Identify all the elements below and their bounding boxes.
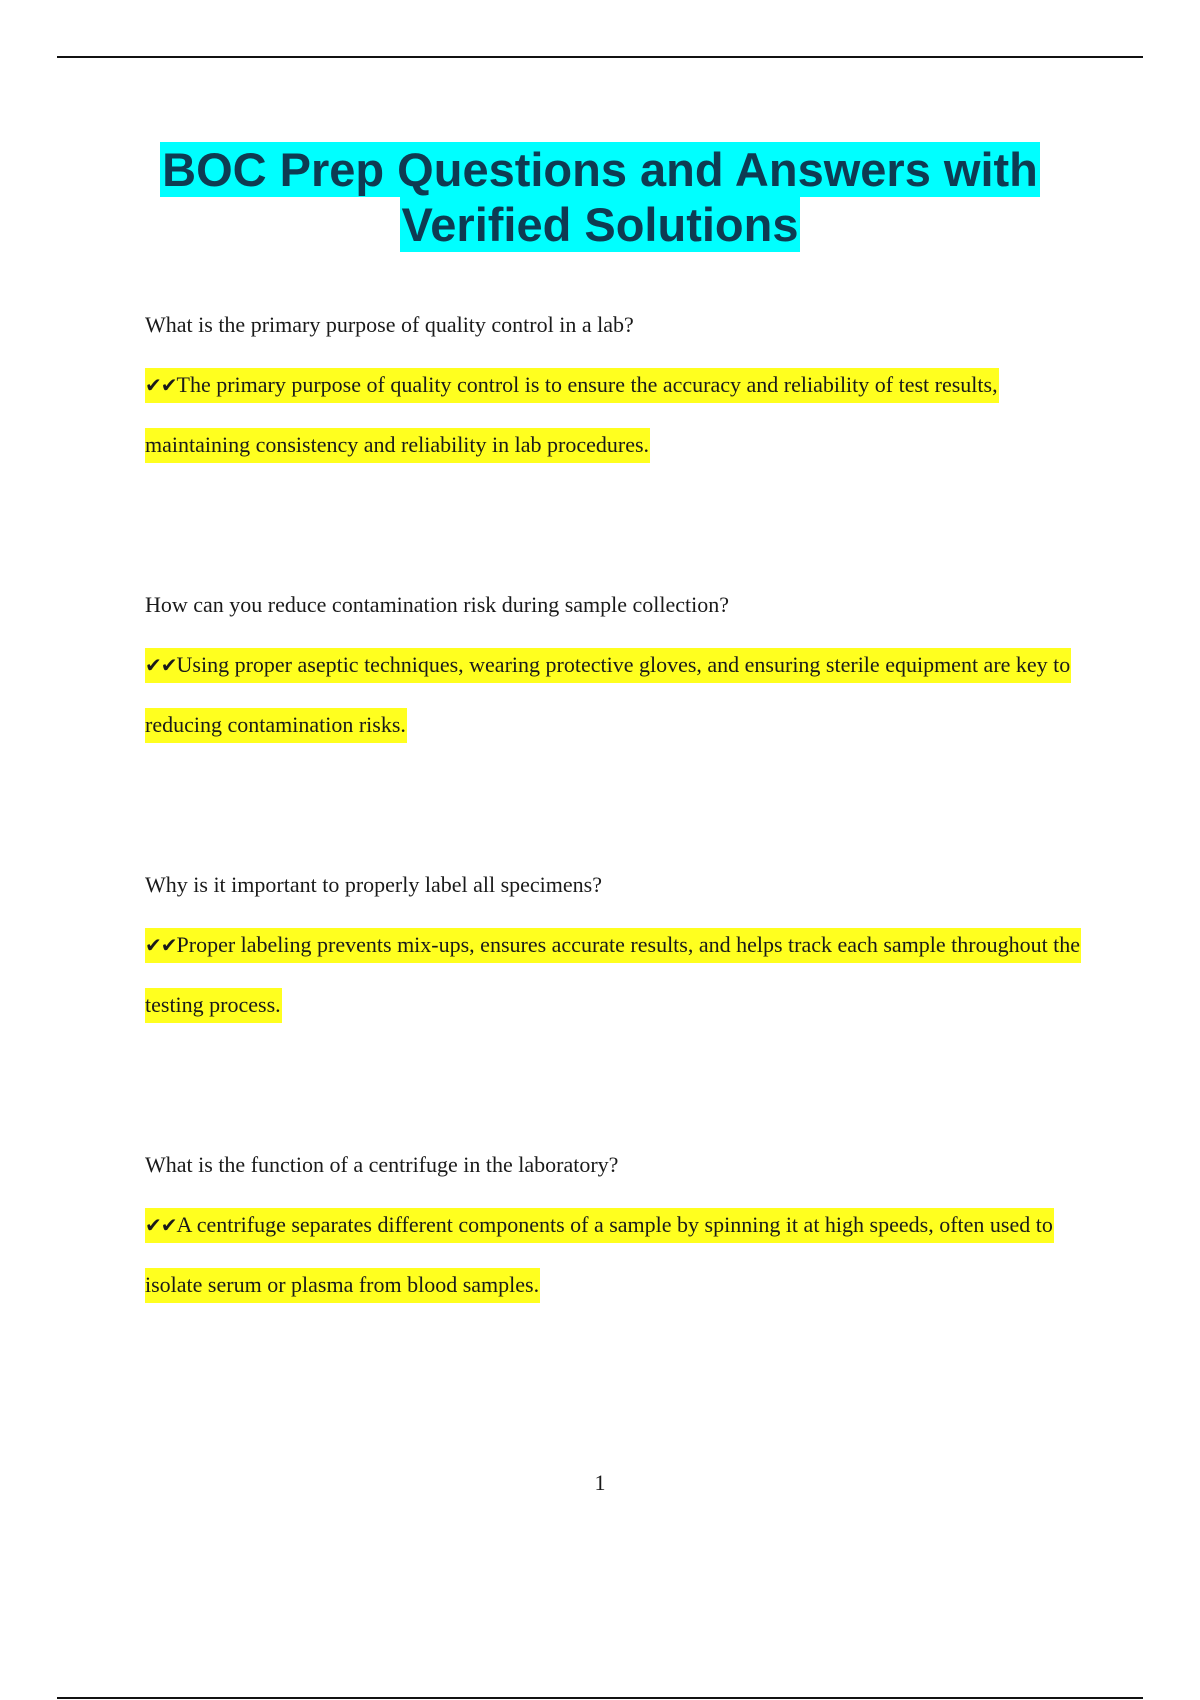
question-text: What is the primary purpose of quality control in a lab?	[145, 312, 634, 337]
footer-rule	[57, 1697, 1143, 1699]
qa-item	[145, 310, 1095, 457]
double-check-icon: ✔✔	[145, 653, 177, 677]
answer-highlight	[145, 368, 999, 463]
qa-item	[145, 1150, 1095, 1297]
header-rule	[57, 56, 1143, 58]
question-text: Why is it important to properly label all specimens?	[145, 872, 602, 897]
question-text: How can you reduce contamination risk during sample collection?	[145, 592, 730, 617]
answer-highlight	[145, 1208, 1054, 1303]
answer-text	[145, 355, 1095, 475]
answer-body: A centrifuge separates different components of a sample by spinning it at high speeds, often used to isolate serum or plasma from blood samples.	[145, 1212, 1053, 1297]
double-check-icon: ✔✔	[145, 373, 177, 397]
answer-body: Using proper aseptic techniques, wearing protective gloves, and ensuring sterile equipment are key to reducing contamination risks.	[145, 652, 1071, 737]
answer-text	[145, 1195, 1095, 1315]
page-number: 1	[594, 1470, 606, 1495]
answer-body: Proper labeling prevents mix-ups, ensures accurate results, and helps track each sample throughout the testing process.	[145, 932, 1081, 1017]
qa-item	[145, 870, 1095, 1017]
title-line-1: BOC Prep Questions and Answers with	[162, 143, 1038, 196]
title-line-2: Verified Solutions	[401, 198, 799, 251]
answer-highlight	[145, 928, 1081, 1023]
answer-highlight	[145, 648, 1071, 743]
question-text: What is the function of a centrifuge in the laboratory?	[145, 1152, 619, 1177]
document-title	[0, 142, 1200, 252]
answer-body: The primary purpose of quality control is to ensure the accuracy and reliability of test results, maintaining consistency and reliability in lab procedures.	[145, 372, 998, 457]
double-check-icon: ✔✔	[145, 1213, 177, 1237]
answer-text	[145, 915, 1095, 1035]
qa-item	[145, 590, 1095, 737]
double-check-icon: ✔✔	[145, 933, 177, 957]
answer-text	[145, 635, 1095, 755]
